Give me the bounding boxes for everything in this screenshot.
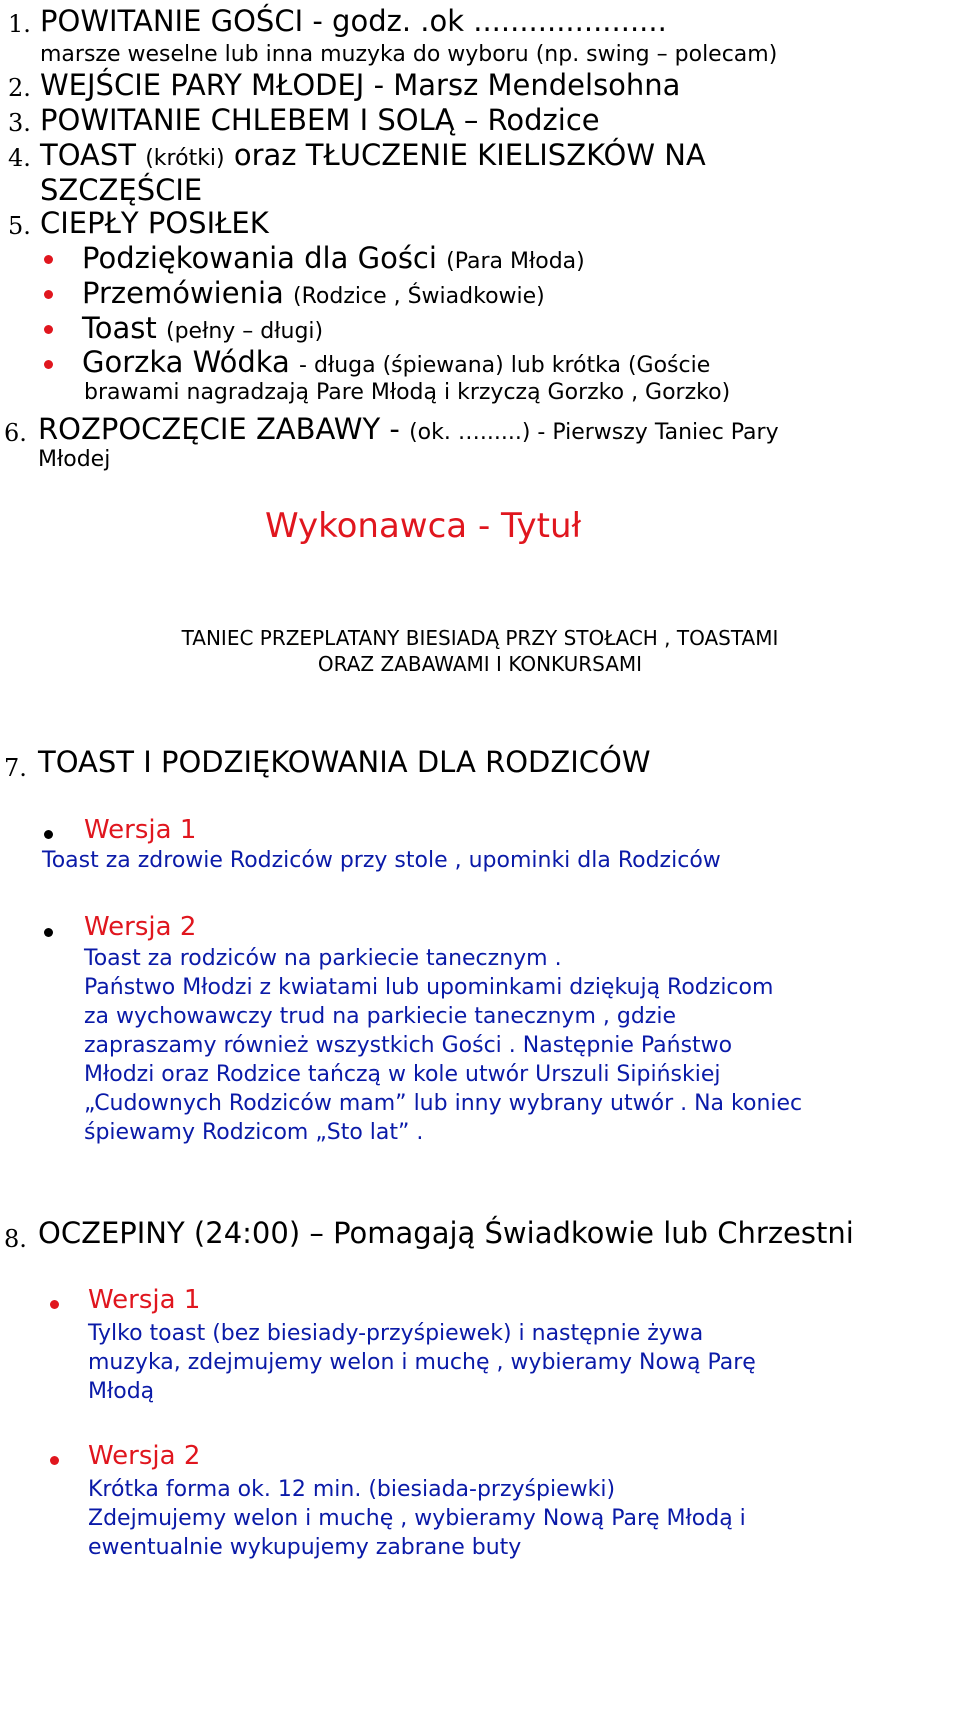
- item-1-subtitle: marsze weselne lub inna muzyka do wyboru (np. swing – polecam): [40, 42, 778, 67]
- item-5-bullet-3: Toast (pełny – długi): [82, 311, 324, 345]
- item-6-title: ROZPOCZĘCIE ZABAWY - (ok. …......) - Pierwszy Taniec Pary: [38, 412, 779, 446]
- bullet: [50, 1300, 59, 1309]
- item-number: 8.: [4, 1225, 27, 1253]
- item-7-title: TOAST I PODZIĘKOWANIA DLA RODZICÓW: [38, 745, 651, 779]
- item-number: 2.: [8, 74, 31, 102]
- item-4-title-cont: SZCZĘŚCIE: [40, 173, 203, 207]
- item-2-title: WEJŚCIE PARY MŁODEJ - Marsz Mendelsohna: [40, 68, 681, 102]
- item-8-version-1-line: Młodą: [88, 1379, 155, 1404]
- performer-title: Wykonawca - Tytuł: [265, 506, 582, 546]
- bullet: [44, 928, 53, 937]
- item-5-bullet-4-cont: brawami nagradzają Pare Młodą i krzyczą Gorzko , Gorzko): [84, 380, 731, 405]
- item-5-bullet-1: Podziękowania dla Gości (Para Młoda): [82, 241, 585, 275]
- item-4-title-note: (krótki): [145, 146, 225, 171]
- dance-note-line-1: TANIEC PRZEPLATANY BIESIADĄ PRZY STOŁACH , TOASTAMI: [181, 626, 779, 650]
- item-number: 7.: [4, 754, 27, 782]
- bullet: [44, 255, 53, 264]
- item-3-title: POWITANIE CHLEBEM I SOLĄ – Rodzice: [40, 103, 600, 137]
- item-4-title-c: oraz TŁUCZENIE KIELISZKÓW NA: [233, 138, 706, 172]
- item-7-version-2-label: Wersja 2: [84, 912, 197, 942]
- item-8-version-1-line: Tylko toast (bez biesiady-przyśpiewek) i następnie żywa: [88, 1321, 704, 1346]
- item-7-version-2-line: śpiewamy Rodzicom „Sto lat” .: [84, 1120, 424, 1145]
- item-number: 5.: [8, 212, 31, 240]
- item-7-version-1-text: Toast za zdrowie Rodziców przy stole , upominki dla Rodziców: [42, 848, 721, 873]
- bullet: [44, 290, 53, 299]
- item-7-version-2-line: „Cudownych Rodziców mam” lub inny wybrany utwór . Na koniec: [84, 1091, 803, 1116]
- item-4-title-a: TOAST: [40, 138, 136, 172]
- bullet: [44, 830, 53, 839]
- item-8-version-2-line: Zdejmujemy welon i muchę , wybieramy Nową Parę Młodą i: [88, 1506, 746, 1531]
- item-5-bullet-2: Przemówienia (Rodzice , Świadkowie): [82, 276, 545, 310]
- item-number: 4.: [8, 144, 31, 172]
- item-number: 6.: [4, 419, 27, 447]
- bullet: [50, 1456, 59, 1465]
- item-6-title-cont: Młodej: [38, 447, 111, 472]
- item-7-version-1-label: Wersja 1: [84, 815, 197, 845]
- item-8-title: OCZEPINY (24:00) – Pomagają Świadkowie lub Chrzestni: [38, 1216, 854, 1250]
- item-5-title: CIEPŁY POSIŁEK: [40, 206, 269, 240]
- item-7-version-2-line: Toast za rodziców na parkiecie tanecznym .: [84, 946, 562, 971]
- item-8-version-2-line: ewentualnie wykupujemy zabrane buty: [88, 1535, 522, 1560]
- item-7-version-2-line: Młodzi oraz Rodzice tańczą w kole utwór Urszuli Sipińskiej: [84, 1062, 721, 1087]
- item-7-version-2-line: zapraszamy również wszystkich Gości . Następnie Państwo: [84, 1033, 733, 1058]
- item-7-version-2-line: za wychowawczy trud na parkiecie tanecznym , gdzie: [84, 1004, 676, 1029]
- bullet: [44, 360, 53, 369]
- item-8-version-1-label: Wersja 1: [88, 1285, 201, 1315]
- item-8-version-2-line: Krótka forma ok. 12 min. (biesiada-przyśpiewki): [88, 1477, 616, 1502]
- item-1-title: POWITANIE GOŚCI - godz. .ok .....................: [40, 4, 667, 38]
- dance-note-line-2: ORAZ ZABAWAMI I KONKURSAMI: [317, 652, 643, 676]
- item-7-version-2-line: Państwo Młodzi z kwiatami lub upominkami dziękują Rodzicom: [84, 975, 774, 1000]
- bullet: [44, 325, 53, 334]
- item-number: 1.: [8, 10, 31, 38]
- item-8-version-1-line: muzyka, zdejmujemy welon i muchę , wybieramy Nową Parę: [88, 1350, 756, 1375]
- item-5-bullet-4: Gorzka Wódka - długa (śpiewana) lub krótka (Goście: [82, 345, 711, 379]
- item-4-title: [40, 138, 706, 172]
- item-8-version-2-label: Wersja 2: [88, 1441, 201, 1471]
- item-number: 3.: [8, 109, 31, 137]
